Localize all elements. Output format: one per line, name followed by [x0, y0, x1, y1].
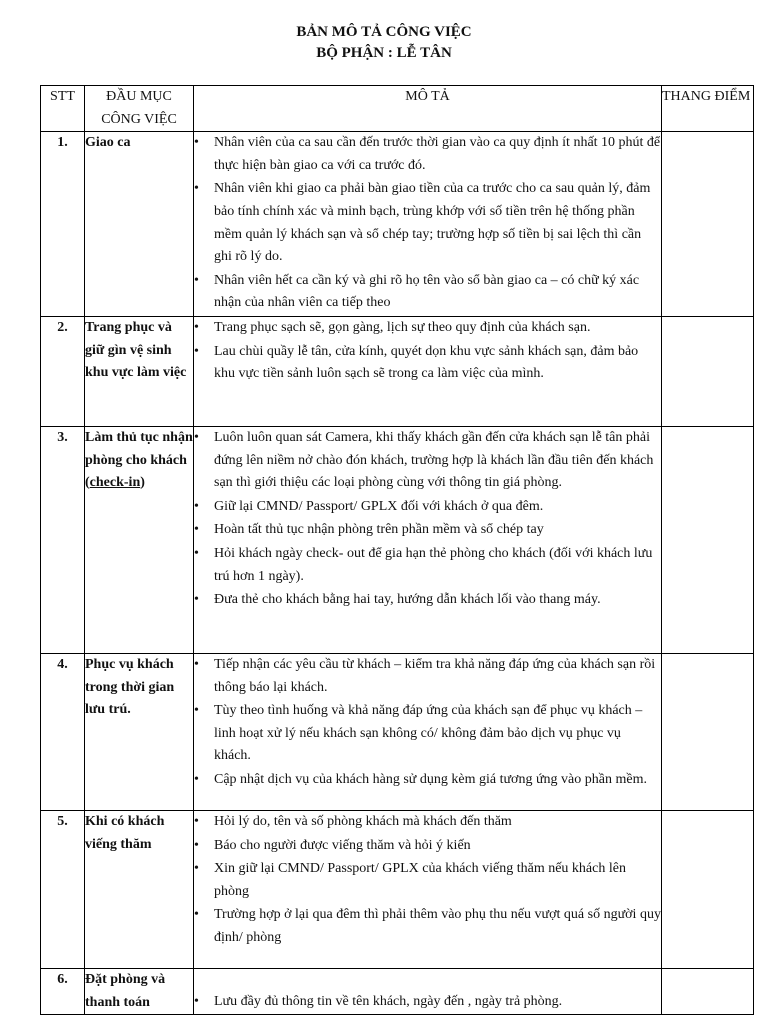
header-score: THANG ĐIỂM: [662, 86, 754, 132]
description-item: • Hoàn tất thủ tục nhận phòng trên phần mềm và sổ chép tay: [194, 519, 661, 542]
score-cell: [662, 316, 754, 426]
department-subtitle: BỘ PHẬN : LỄ TÂN: [316, 45, 452, 61]
description-item: • Trường hợp ở lại qua đêm thì phải thêm vào phụ thu nếu vượt quá số người quy định/ phòng: [194, 904, 661, 949]
row-number: 2.: [41, 316, 85, 426]
task-description: [194, 316, 662, 426]
description-item: • Tùy theo tình huống và khả năng đáp ứng của khách sạn để phục vụ khách – linh hoạt xử lý nếu khách sạn không có/ không đảm bảo dịch vụ phục vụ khách.: [194, 700, 661, 768]
check-in-term: check-in: [89, 475, 141, 491]
table-row: [41, 968, 754, 1014]
description-item: • Nhân viên hết ca cần ký và ghi rõ họ tên vào sổ bàn giao ca – có chữ ký xác nhận của nhân viên ca tiếp theo: [194, 270, 661, 315]
description-item: • Tiếp nhận các yêu cầu từ khách – kiểm tra khả năng đáp ứng của khách sạn rồi thông báo lại khách.: [194, 654, 661, 699]
description-item: • Đưa thẻ cho khách bằng hai tay, hướng dẫn khách lối vào thang máy.: [194, 589, 661, 612]
description-item: • Trang phục sạch sẽ, gọn gàng, lịch sự theo quy định của khách sạn.: [194, 317, 661, 340]
row-number: 5.: [41, 810, 85, 968]
table-row: [41, 132, 754, 317]
header-task-category: ĐẦU MỤC CÔNG VIỆC: [85, 86, 194, 132]
description-item: • Lưu đầy đủ thông tin về tên khách, ngày đến , ngày trả phòng.: [194, 991, 661, 1014]
score-cell: [662, 810, 754, 968]
description-item: • Luôn luôn quan sát Camera, khi thấy khách gần đến cửa khách sạn lễ tân phải đứng lên niềm nở chào đón khách, trường hợp là khách lần đầu tiên đến khách sạn thì giới thiệu các loại phòng cùng với thông tin giá phòng.: [194, 427, 661, 495]
task-description: [194, 132, 662, 317]
table-row: [41, 426, 754, 653]
row-number: 1.: [41, 132, 85, 317]
score-cell: [662, 968, 754, 1014]
task-description: [194, 653, 662, 810]
description-item: • Nhân viên khi giao ca phải bàn giao tiền của ca trước cho ca sau quản lý, đảm bảo tính chính xác và minh bạch, trùng khớp với số tiền trên hệ thống phần mềm quản lý khách sạn và sổ chép tay; trường hợp số tiền bị sai lệch thì cần ghi rõ lý do.: [194, 178, 661, 268]
score-cell: [662, 653, 754, 810]
task-description: [194, 426, 662, 653]
task-category: Trang phục và giữ gìn vệ sinh khu vực làm việc: [85, 316, 194, 426]
description-item: • Lau chùi quầy lễ tân, cửa kính, quyét dọn khu vực sảnh khách sạn, đảm bảo khu vực tiền sảnh luôn sạch sẽ trong ca làm việc của mình.: [194, 341, 661, 386]
description-item: • Giữ lại CMND/ Passport/ GPLX đối với khách ở qua đêm.: [194, 496, 661, 519]
task-category: Đặt phòng và thanh toán: [85, 968, 194, 1014]
row-number: 6.: [41, 968, 85, 1014]
description-item: • Xin giữ lại CMND/ Passport/ GPLX của khách viếng thăm nếu khách lên phòng: [194, 858, 661, 903]
score-cell: [662, 132, 754, 317]
header-stt: STT: [41, 86, 85, 132]
document-title: BẢN MÔ TẢ CÔNG VIỆC: [296, 24, 472, 40]
job-description-table: [40, 85, 754, 1015]
description-item: • Báo cho người được viếng thăm và hỏi ý kiến: [194, 835, 661, 858]
task-description: [194, 810, 662, 968]
description-item: • Cập nhật dịch vụ của khách hàng sử dụng kèm giá tương ứng vào phần mềm.: [194, 769, 661, 792]
row-number: 4.: [41, 653, 85, 810]
task-category-label: Làm thủ tục nhận phòng cho khách: [85, 429, 193, 468]
table-header-row: [41, 86, 754, 132]
task-category: Làm thủ tục nhận phòng cho khách (check-in): [85, 426, 194, 653]
task-category: Giao ca: [85, 132, 194, 317]
table-row: [41, 810, 754, 968]
description-item: • Hỏi khách ngày check- out để gia hạn thẻ phòng cho khách (đối với khách lưu trú hơn 1 ngày).: [194, 543, 661, 588]
row-number: 3.: [41, 426, 85, 653]
description-item: • Nhân viên của ca sau cần đến trước thời gian vào ca quy định ít nhất 10 phút để thực hiện bàn giao ca với ca trước đó.: [194, 132, 661, 177]
description-item: • Hỏi lý do, tên và số phòng khách mà khách đến thăm: [194, 811, 661, 834]
task-description: [194, 968, 662, 1014]
score-cell: [662, 426, 754, 653]
header-description: MÔ TẢ: [194, 86, 662, 132]
task-category: Khi có khách viếng thăm: [85, 810, 194, 968]
table-row: [41, 653, 754, 810]
table-row: [41, 316, 754, 426]
task-category: Phục vụ khách trong thời gian lưu trú.: [85, 653, 194, 810]
